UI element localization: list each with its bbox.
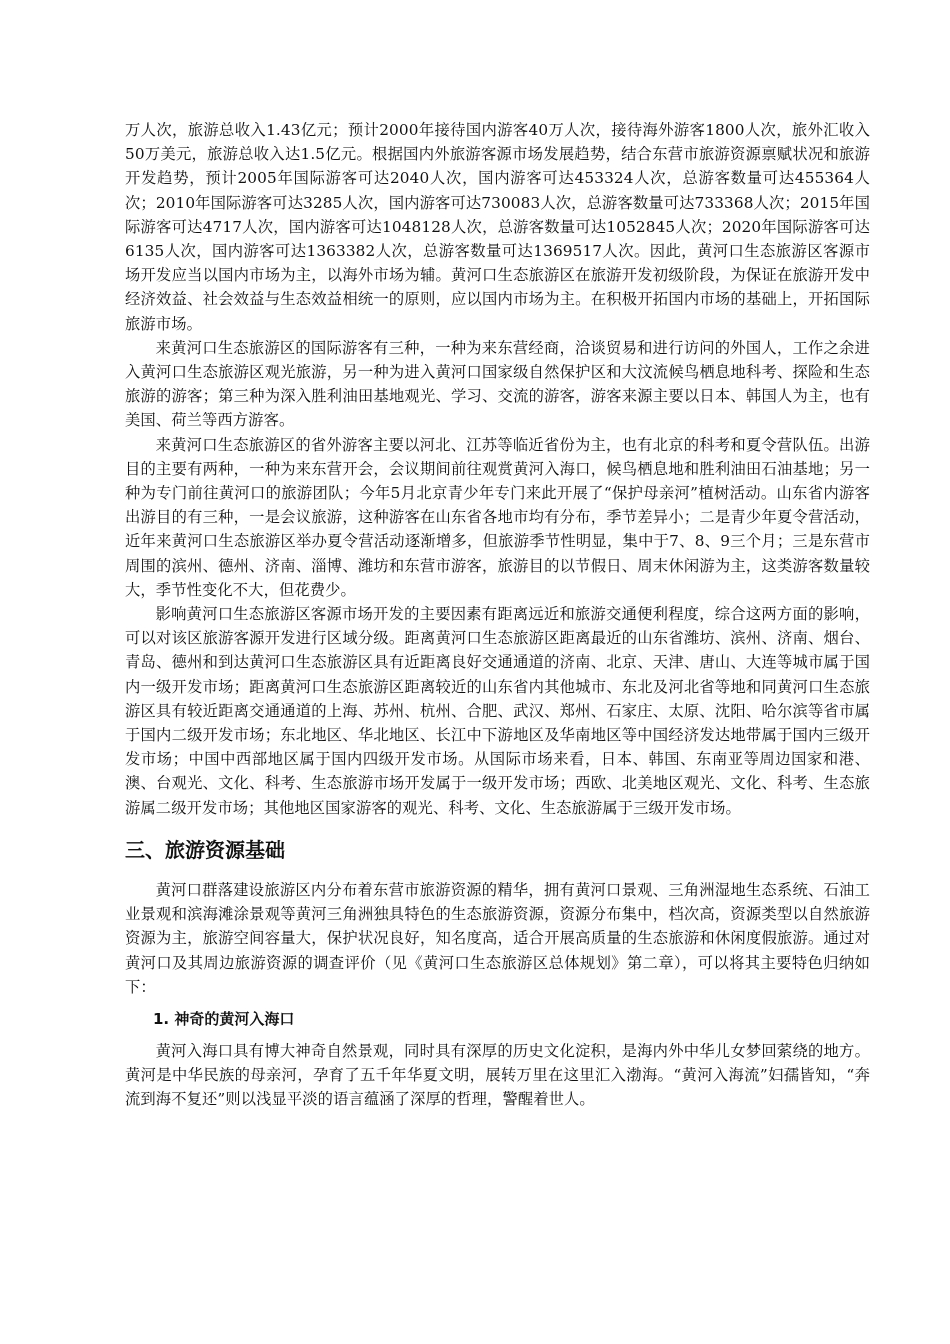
- paragraph-resource-overview: 黄河口群落建设旅游区内分布着东营市旅游资源的精华，拥有黄河口景观、三角洲湿地生态系统、石油工业景观和滨海滩涂景观等黄河三角洲独具特色的生态旅游资源，资源分布集中，档次高，资源类型以自然旅游资源为主，旅游空间容量大，保护状况良好，知名度高，适合开展高质量的生态旅游和休闲度假旅游。通过对黄河口及其周边旅游资源的调查评价（见《黄河口生态旅游区总体规划》第二章），可以将其主要特色归纳如下：: [125, 880, 870, 996]
- paragraph-market-forecast: 万人次，旅游总收入1.43亿元；预计2000年接待国内游客40万人次，接待海外游客1800人次，旅外汇收入50万美元，旅游总收入达1.5亿元。根据国内外旅游客源市场发展趋势，结合东营市旅游资源禀赋状况和旅游开发趋势，预计2005年国际游客可达2040人次，国内游客可达453324人次，总游客数量可达455364人次；2010年国际游客可达3285人次，国内游客可达730083人次，总游客数量可达733368人次；2015年国际游客可达4717人次，国内游客可达1048128人次，总游客数量可达1052845人次；2020年国际游客可达6135人次，国内游客可达1363382人次，总游客数量可达1369517人次。因此，黄河口生态旅游区客源市场开发应当以国内市场为主，以海外市场为辅。黄河口生态旅游区在旅游开发初级阶段，为保证在旅游开发中经济效益、社会效益与生态效益相统一的原则，应以国内市场为主。在积极开拓国内市场的基础上，开拓国际旅游市场。: [125, 121, 870, 333]
- paragraph-yellow-river-estuary: 黄河入海口具有博大神奇自然景观，同时具有深厚的历史文化淀积，是海内外中华儿女梦回萦绕的地方。黄河是中华民族的母亲河，孕育了五千年华夏文明，展转万里在这里汇入渤海。“黄河入海流”妇孺皆知，“奔流到海不复还”则以浅显平淡的语言蕴涵了深厚的哲理，警醒着世人。: [125, 1041, 870, 1109]
- paragraph-domestic-visitors: 来黄河口生态旅游区的省外游客主要以河北、江苏等临近省份为主，也有北京的科考和夏令营队伍。出游目的主要有两种，一种为来东营开会，会议期间前往观赏黄河入海口，候鸟栖息地和胜利油田石油基地；另一种为专门前往黄河口的旅游团队；今年5月北京青少年专门来此开展了“保护母亲河”植树活动。山东省内游客出游目的有三种，一是会议旅游，这种游客在山东省各地市均有分布，季节差异小；二是青少年夏令营活动，近年来黄河口生态旅游区举办夏令营活动逐渐增多，但旅游季节性明显，集中于7、8、9三个月；三是东营市周围的滨州、德州、济南、淄博、潍坊和东营市游客，旅游目的以节假日、周末休闲游为主，这类游客数量较大，季节性变化不大，但花费少。: [125, 435, 870, 599]
- section-heading: 三、旅游资源基础: [125, 837, 285, 862]
- sub-heading: 1. 神奇的黄河入海口: [153, 1009, 295, 1028]
- paragraph-international-visitors: 来黄河口生态旅游区的国际游客有三种，一种为来东营经商，洽谈贸易和进行访问的外国人，工作之余进入黄河口生态旅游区观光旅游，另一种为进入黄河口国家级自然保护区和大汶流候鸟栖息地科考、探险和生态旅游的游客；第三种为深入胜利油田基地观光、学习、交流的游客，游客来源主要以日本、韩国人为主，也有美国、荷兰等西方游客。: [125, 338, 870, 430]
- paragraph-market-grading: 影响黄河口生态旅游区客源市场开发的主要因素有距离远近和旅游交通便利程度，综合这两方面的影响，可以对该区旅游客源开发进行区域分级。距离黄河口生态旅游区距离最近的山东省潍坊、滨州、济南、烟台、青岛、德州和到达黄河口生态旅游区具有近距离良好交通通道的济南、北京、天津、唐山、大连等城市属于国内一级开发市场；距离黄河口生态旅游区距离较近的山东省内其他城市、东北及河北省等地和同黄河口生态旅游区具有较近距离交通通道的上海、苏州、杭州、合肥、武汉、郑州、石家庄、太原、沈阳、哈尔滨等省市属于国内二级开发市场；东北地区、华北地区、长江中下游地区及华南地区等中国经济发达地带属于国内三级开发市场；中国中西部地区属于国内四级开发市场。从国际市场来看，日本、韩国、东南亚等周边国家和港、澳、台观光、文化、科考、生态旅游市场开发属于一级开发市场；西欧、北美地区观光、文化、科考、生态旅游属二级开发市场；其他地区国家游客的观光、科考、文化、生态旅游属于三级开发市场。: [125, 605, 870, 817]
